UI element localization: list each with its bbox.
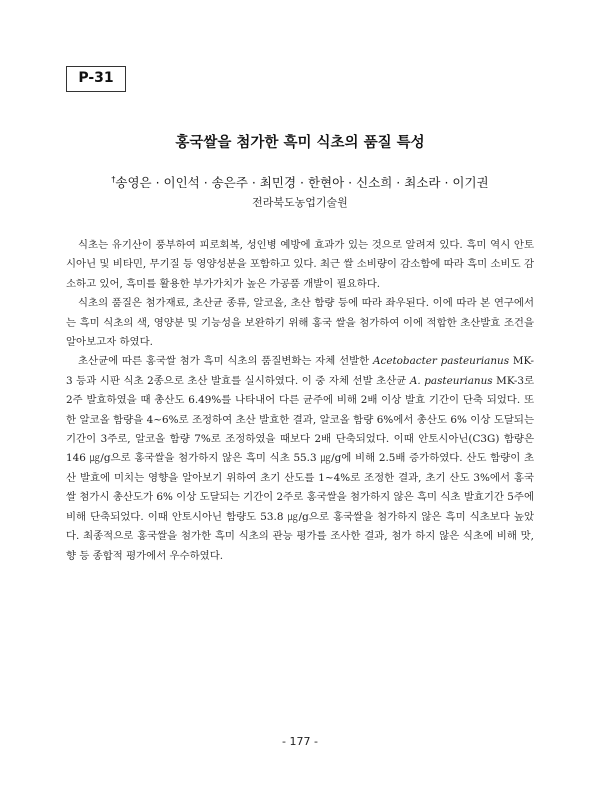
species-name-abbrev: A. pasteurianus (409, 374, 493, 387)
page-number: - 177 - (282, 735, 318, 748)
poster-number-badge: P-31 (66, 66, 126, 92)
author-list (0, 173, 600, 191)
results-text-c: MK-3로 2주 발효하였을 때 총산도 6.49%를 나타내어 다른 균주에 비해 2배 이상 발효 기간이 단축 되었다. 또한 알코올 함량을 4~6%로 조정하여 초산 발효한 결과, 알코올 함량 6%에서 총산도 6% 이상 도달되는 기간이 3주로, 알코올 함량 7%로 조정하였을 때보다 2배 단축되었다. 이때 안토시아닌(C3G) 함량은 146 ㎍/g으로 홍국쌀을 첨가하지 않은 흑미 식초 55.3 ㎍/g에 비해 2.5배 증가하였다. 산도 함량이 초산 발효에 미치는 영향을 알아보기 위하여 초기 산도를 1~4%로 조정한 결과, 초기 산도 3%에서 홍국쌀 첨가시 총산도가 6% 이상 도달되는 기간이 2주로 홍국쌀을 첨가하지 않은 흑미 식초 발효기간 5주에 비해 단축되었다. 이때 안토시아닌 함량도 53.8 ㎍/g으로 홍국쌀을 첨가하지 않은 흑미 식초보다 높았다. 최종적으로 홍국쌀을 첨가한 흑미 식초의 관능 평가를 조사한 결과, 첨가 하지 않은 식초에 비해 맛, 향 등 종합적 평가에서 우수하였다. (66, 374, 534, 562)
affiliation: 전라북도농업기술원 (252, 196, 348, 209)
results-text-a: 초산균에 따른 홍국쌀 첨가 흑미 식초의 품질변화는 자체 선발한 (78, 355, 374, 368)
paragraph-objective: 식초의 품질은 첨가재료, 초산균 종류, 알코올, 초산 함량 등에 따라 좌우된다. 이에 따라 본 연구에서는 흑미 식초의 색, 영양분 및 기능성을 보완하기 위해 홍국 쌀을 첨가하여 이에 적합한 초산발효 조건을 알아보고자 하였다. (66, 297, 534, 349)
species-name-full: Acetobacter pasteurianus (373, 355, 510, 368)
abstract-body (66, 236, 534, 566)
paper-title: 홍국쌀을 첨가한 흑미 식초의 품질 특성 (175, 135, 425, 151)
paragraph-intro: 식초는 유기산이 풍부하여 피로회복, 성인병 예방에 효과가 있는 것으로 알려져 있다. 흑미 역시 안토시아닌 및 비타민, 무기질 등 영양성분을 포함하고 있다. 최근 쌀 소비량이 감소함에 따라 흑미 소비도 감소하고 있어, 흑미를 활용한 부가가치가 높은 가공품 개발이 필요하다. (66, 239, 534, 290)
corresponding-author-mark: † (111, 175, 116, 184)
paragraph-results (66, 352, 534, 565)
author-names: 송영은 · 이인석 · 송은주 · 최민경 · 한현아 · 신소희 · 최소라 · 이기권 (115, 175, 489, 190)
results-text-b: MK-3 등과 시판 식초 2종으로 초산 발효를 실시하였다. 이 중 자체 선발 초산균 (66, 355, 535, 387)
